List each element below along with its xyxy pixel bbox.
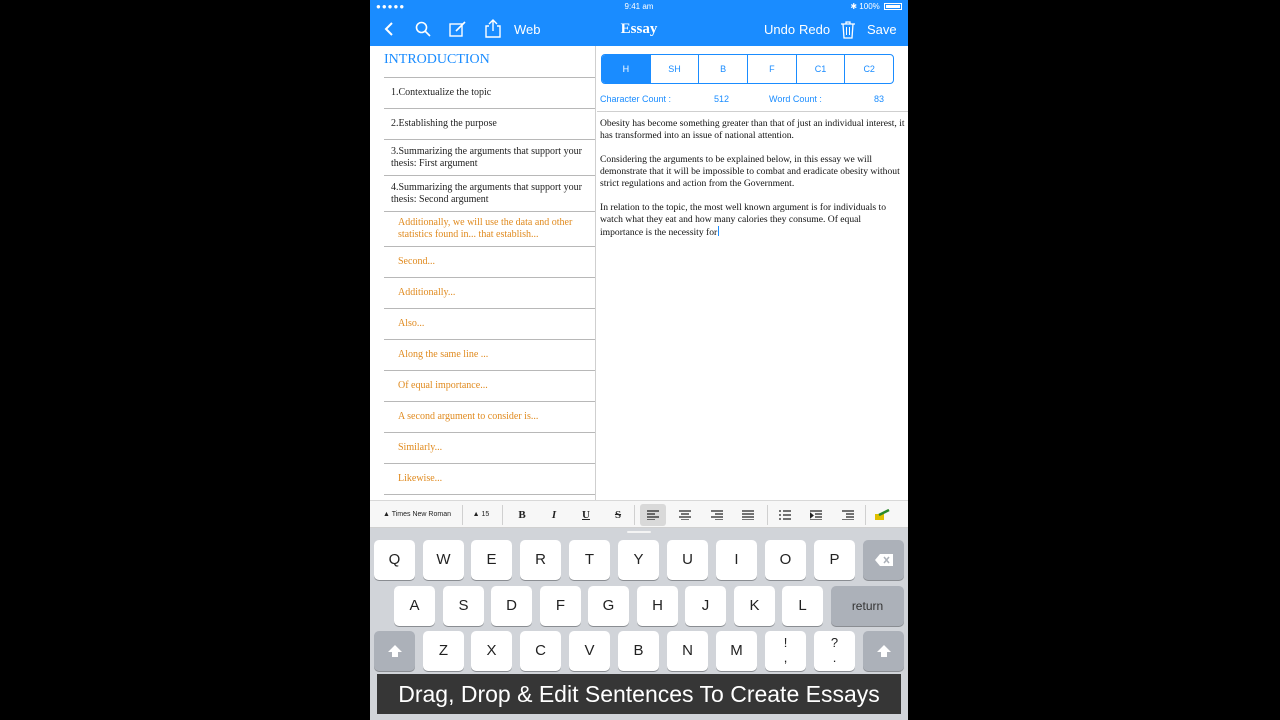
return-key[interactable]: return (831, 586, 904, 626)
promo-caption: Drag, Drop & Edit Sentences To Create Essays (377, 674, 901, 714)
section-segmented-control (601, 54, 894, 84)
key-w[interactable]: W (423, 540, 464, 580)
key-question-period[interactable] (814, 631, 855, 671)
align-right-icon (711, 510, 723, 520)
key-b[interactable]: B (618, 631, 659, 671)
text-color-button[interactable] (870, 501, 896, 529)
formatting-toolbar (370, 500, 908, 528)
key-z[interactable]: Z (423, 631, 464, 671)
key-y[interactable]: Y (618, 540, 659, 580)
key-c[interactable]: C (520, 631, 561, 671)
editor-panel (597, 46, 908, 500)
outline-item[interactable]: 1.Contextualize the topic (384, 78, 596, 109)
key-o[interactable]: O (765, 540, 806, 580)
navigation-bar (370, 14, 908, 46)
essay-paragraph: Considering the arguments to be explained below, in this essay we will demonstrate that it will be impossible to combat and eradicate obesity without strict regulations and action from the Government. (600, 154, 900, 189)
bluetooth-icon: ✱ (850, 2, 858, 11)
align-right-button[interactable] (704, 501, 730, 529)
key-g[interactable]: G (588, 586, 629, 626)
back-button[interactable] (384, 14, 394, 46)
key-q[interactable]: Q (374, 540, 415, 580)
key-top-char: ! (783, 635, 788, 650)
outline-item[interactable]: 3.Summarizing the arguments that support your thesis: First argument (384, 140, 596, 176)
key-t[interactable]: T (569, 540, 610, 580)
key-h[interactable]: H (637, 586, 678, 626)
shift-icon (876, 644, 892, 658)
italic-button[interactable]: I (551, 509, 557, 521)
key-x[interactable]: X (471, 631, 512, 671)
align-justify-button[interactable] (735, 501, 761, 529)
bold-button[interactable]: B (518, 509, 526, 521)
key-r[interactable]: R (520, 540, 561, 580)
word-count-value: 83 (874, 94, 885, 104)
highlight-icon (875, 509, 891, 521)
shift-icon (387, 644, 403, 658)
sentence-item[interactable]: Along the same line ... (384, 340, 596, 371)
key-a[interactable]: A (394, 586, 435, 626)
character-count-value: 512 (714, 94, 730, 104)
backspace-key[interactable] (863, 540, 904, 580)
share-button[interactable] (485, 14, 501, 46)
list-icon (779, 510, 791, 520)
toolbar-divider (865, 505, 866, 525)
redo-button[interactable]: Redo (799, 22, 831, 37)
key-top-char: ? (830, 635, 839, 650)
key-p[interactable]: P (814, 540, 855, 580)
key-f[interactable]: F (540, 586, 581, 626)
toolbar-divider (767, 505, 768, 525)
key-n[interactable]: N (667, 631, 708, 671)
key-v[interactable]: V (569, 631, 610, 671)
align-center-button[interactable] (672, 501, 698, 529)
status-time: 9:41 am (624, 2, 654, 11)
word-count-label: Word Count : (769, 94, 822, 104)
segment-c2[interactable]: C2 (863, 64, 875, 74)
align-left-button[interactable] (640, 504, 666, 526)
font-size: 15 (481, 511, 490, 518)
key-bottom-char: , (783, 650, 788, 665)
delete-button[interactable] (840, 14, 856, 46)
key-u[interactable]: U (667, 540, 708, 580)
share-icon (485, 19, 501, 38)
outdent-button[interactable] (835, 501, 861, 529)
segment-c1[interactable]: C1 (797, 55, 846, 83)
key-d[interactable]: D (491, 586, 532, 626)
status-bar (370, 0, 908, 14)
sentence-item[interactable]: Second... (384, 247, 596, 278)
battery-icon (884, 3, 902, 10)
align-center-icon (679, 510, 691, 520)
character-count-label: Character Count : (600, 94, 672, 104)
sentence-item[interactable]: Similarly... (384, 433, 596, 464)
key-l[interactable]: L (782, 586, 823, 626)
segment-b[interactable]: B (699, 55, 748, 83)
segment-h[interactable]: H (602, 55, 651, 83)
compose-button[interactable] (449, 14, 467, 46)
key-bottom-char: . (832, 650, 837, 665)
shift-key-right[interactable] (863, 631, 904, 671)
essay-text-editor[interactable] (600, 118, 905, 251)
undo-button[interactable]: Undo (764, 22, 796, 37)
essay-paragraph-last (600, 202, 905, 239)
sentence-item[interactable]: Additionally, we will use the data and other statistics found in... that establish... (384, 212, 596, 247)
trash-icon (840, 21, 856, 39)
count-bar (597, 88, 908, 112)
sentence-item[interactable]: A second argument to consider is... (384, 402, 596, 433)
outline-item[interactable]: 4.Summarizing the arguments that support your thesis: Second argument (384, 176, 596, 212)
sentence-item[interactable]: Of equal importance... (384, 371, 596, 402)
search-icon (415, 21, 431, 37)
outline-item[interactable]: 2.Establishing the purpose (384, 109, 596, 140)
toolbar-divider (502, 505, 503, 525)
align-justify-icon (742, 510, 754, 520)
chevron-left-icon (384, 21, 394, 37)
essay-paragraph: Obesity has become something greater than that of just an individual interest, it has transformed into an issue of national attention. (600, 118, 905, 141)
font-name: Times New Roman (391, 511, 451, 518)
align-left-icon (647, 510, 659, 520)
essay-paragraph-text: In relation to the topic, the most well known argument is for individuals to watch what they eat and how many calories they consume. Of equal importance is the necessity for (600, 202, 886, 238)
keyboard-grabber (627, 531, 651, 533)
key-s[interactable]: S (443, 586, 484, 626)
segment-f[interactable]: F (748, 55, 797, 83)
font-family-picker[interactable]: ▲ Times New Roman (382, 511, 451, 518)
compose-icon (449, 21, 467, 38)
status-right (850, 2, 902, 11)
key-exclamation-comma[interactable] (765, 631, 806, 671)
indent-button[interactable] (803, 501, 829, 529)
segment-sh[interactable]: SH (651, 55, 700, 83)
ipad-screen (370, 0, 908, 720)
sentence-item[interactable]: Likewise... (384, 464, 596, 495)
shift-key-left[interactable] (374, 631, 415, 671)
strikethrough-button[interactable]: S (614, 509, 622, 521)
page-title: Essay (620, 21, 658, 37)
outdent-icon (842, 510, 854, 520)
toolbar-divider (634, 505, 635, 525)
search-button[interactable] (415, 14, 431, 46)
bullet-list-button[interactable] (772, 501, 798, 529)
save-button[interactable]: Save (867, 22, 897, 37)
key-k[interactable]: K (734, 586, 775, 626)
key-m[interactable]: M (716, 631, 757, 671)
battery-percent: 100% (859, 2, 880, 11)
toolbar-divider (462, 505, 463, 525)
indent-icon (810, 510, 822, 520)
outline-heading: INTRODUCTION (384, 52, 596, 78)
backspace-icon (874, 553, 894, 567)
text-caret (718, 226, 719, 236)
underline-button[interactable]: U (582, 509, 590, 521)
key-j[interactable]: J (685, 586, 726, 626)
font-size-picker[interactable]: ▲ 15 (472, 511, 490, 518)
sentence-item[interactable]: Also... (384, 309, 596, 340)
key-e[interactable]: E (471, 540, 512, 580)
sentence-item[interactable]: Additionally... (384, 278, 596, 309)
key-i[interactable]: I (716, 540, 757, 580)
outline-panel (370, 46, 596, 500)
web-button[interactable]: Web (514, 22, 541, 37)
signal-indicator: ●●●●● (376, 2, 406, 11)
